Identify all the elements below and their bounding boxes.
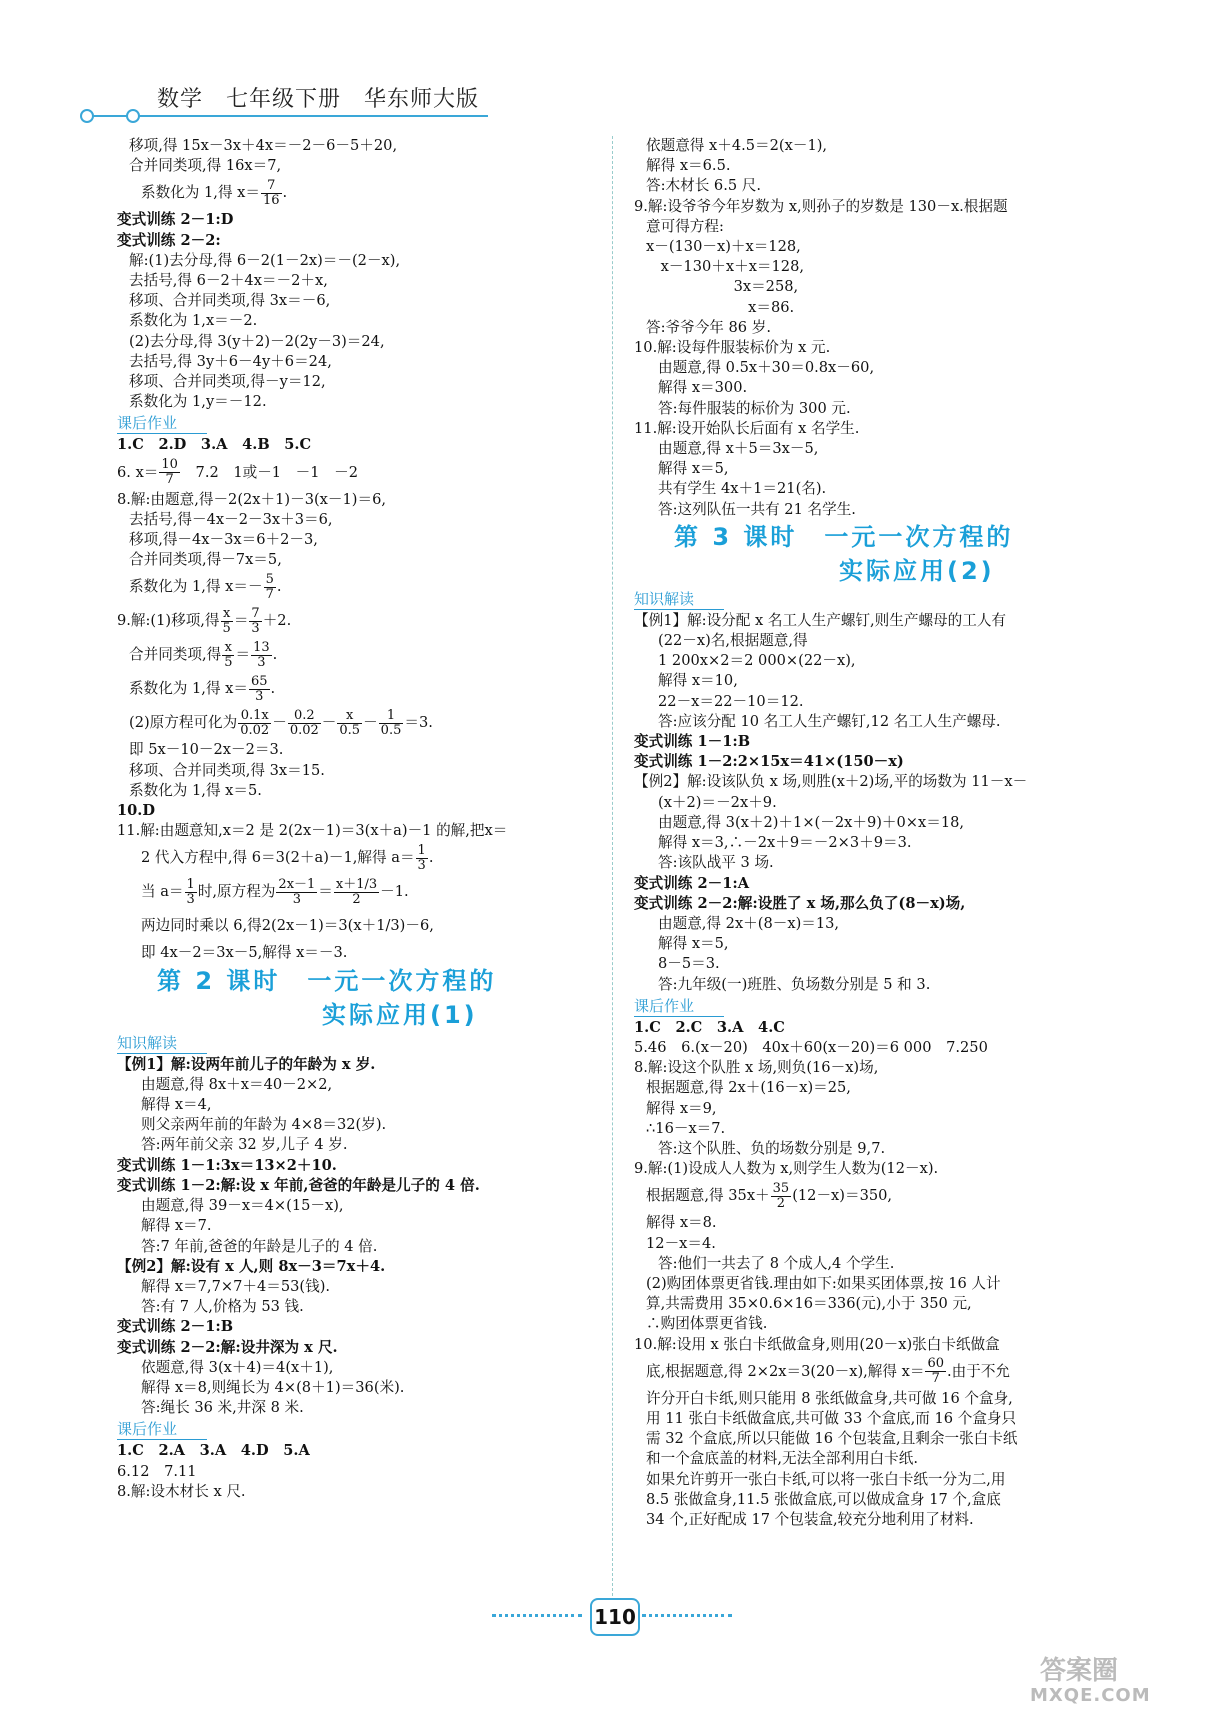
text-line: 答:应该分配 10 名工人生产螺钉,12 名工人生产螺母.: [658, 712, 1001, 730]
text-line: 系数化为 1,得 x＝ $\frac{65}{3}$ .: [129, 673, 276, 704]
text-line: 由题意,得 0.5x＋30＝0.8x－60,: [658, 359, 875, 377]
text-line: x＝86.: [646, 298, 795, 316]
text-line: x－(130－x)＋x＝128,: [646, 238, 801, 256]
page-number: 110: [590, 1598, 640, 1636]
text-line: 解得 x＝8,则绳长为 4×(8＋1)＝36(米).: [141, 1378, 405, 1396]
fraction: $\frac{1}{3}$: [186, 876, 195, 907]
text-line: 答:木材长 6.5 尺.: [646, 177, 762, 195]
text-line: (2)去分母,得 3(y＋2)－2(2y－3)＝24,: [129, 332, 385, 350]
text-line: 解得 x＝7,7×7＋4＝53(钱).: [141, 1277, 331, 1295]
text-line: 9.解:(1)设成人人数为 x,则学生人数为(12－x).: [634, 1160, 939, 1178]
text-line: 用 11 张白卡纸做盒底,共可做 33 个盒底,而 16 个盒身只: [646, 1409, 1017, 1427]
text-line: 系数化为 1,得 x＝－ $\frac{5}{7}$ .: [129, 571, 282, 602]
text-line: 5.46 6.(x－20) 40x＋60(x－20)＝6 000 7.250: [634, 1038, 988, 1056]
text-line: 去括号,得－4x－2－3x＋3＝6,: [129, 510, 333, 528]
text-line: 则父亲两年前的年龄为 4×8＝32(岁).: [141, 1116, 387, 1134]
header-rule: [88, 115, 488, 117]
header-dot-icon: [126, 109, 140, 123]
text-line: 解:(1)去分母,得 6－2(1－2x)＝－(2－x),: [129, 251, 401, 269]
fraction: $\frac{7}{16}$: [263, 177, 280, 208]
header-dot-icon: [80, 109, 94, 123]
text-line: 解得 x＝3,∴－2x＋9＝－2×3＋9＝3.: [658, 834, 912, 852]
text-line: 移项、合并同类项,得 3x＝－6,: [129, 292, 331, 310]
text-line: 1 200x×2＝2 000×(22－x),: [658, 652, 856, 670]
text-line: 答:该队战平 3 场.: [658, 854, 774, 872]
text-line: 答:爷爷今年 86 岁.: [646, 318, 771, 336]
text-line: 当 a＝ $\frac{1}{3}$ 时,原方程为 $\frac{2x-1}{3}$ ＝ $\frac{x+1/3}{2}$ －1.: [141, 876, 409, 907]
text-line: 【例1】解:设分配 x 名工人生产螺钉,则生产螺母的工人有: [634, 611, 1007, 629]
text-line: 合并同类项,得 $\frac{x}{5}$ ＝ $\frac{13}{3}$ .: [129, 639, 278, 670]
text-line: 34 个,正好配成 17 个包装盒,较充分地利用了材料.: [646, 1510, 974, 1528]
fraction: $\frac{x}{5}$: [224, 639, 233, 670]
text-line: 即 4x－2＝3x－5,解得 x＝－3.: [141, 944, 348, 962]
text-line: 变式训练 2－2:解:设胜了 x 场,那么负了(8－x)场,: [634, 894, 966, 912]
text-line: 答:这个队胜、负的场数分别是 9,7.: [658, 1139, 886, 1157]
right-column: [634, 136, 1114, 1530]
text-line: 即 5x－10－2x－2＝3.: [129, 741, 284, 759]
text-line: 由题意,得 2x＋(8－x)＝13,: [658, 914, 840, 932]
text-line: 10.D: [117, 802, 156, 820]
text-line: 解得 x＝5,: [658, 460, 729, 478]
fraction: $\frac{60}{7}$: [927, 1356, 945, 1387]
text-line: 意可得方程:: [646, 217, 724, 235]
text-line: 根据题意,得 35x＋ $\frac{35}{2}$ (12－x)＝350,: [646, 1180, 893, 1211]
text-line: 变式训练 1－1:3x＝13×2＋10.: [117, 1156, 337, 1174]
section-label: 课后作业: [117, 414, 207, 434]
fraction: $\frac{1}{0.5}$: [380, 707, 402, 738]
text-line: 答:九年级(一)班胜、负场数分别是 5 和 3.: [658, 975, 931, 993]
text-line: 许分开白卡纸,则只能用 8 张纸做盒身,共可做 16 个盒身,: [646, 1389, 1013, 1407]
text-line: 移项、合并同类项,得－y＝12,: [129, 373, 326, 391]
text-line: 系数化为 1,y＝－12.: [129, 393, 267, 411]
text-line: ∴购团体票更省钱.: [646, 1315, 768, 1333]
text-line: 变式训练 2－2:: [117, 231, 221, 249]
text-line: 11.解:设开始队长后面有 x 名学生.: [634, 419, 860, 437]
lesson-title: 第 3 课时 一元一次方程的: [674, 522, 1014, 551]
text-line: 答:绳长 36 米,井深 8 米.: [141, 1399, 304, 1417]
fraction: $\frac{7}{3}$: [251, 605, 260, 636]
text-line: ∴16－x＝7.: [646, 1119, 726, 1137]
text-line: 由题意,得 39－x＝4×(15－x),: [141, 1197, 344, 1215]
text-line: 9.解:(1)移项,得 $\frac{x}{5}$ ＝ $\frac{7}{3}$ ＋2.: [117, 605, 292, 636]
text-line: 12－x＝4.: [646, 1234, 716, 1252]
text-line: 依题意,得 3(x＋4)＝4(x＋1),: [141, 1358, 334, 1376]
text-line: 变式训练 2－2:解:设井深为 x 尺.: [117, 1338, 338, 1356]
text-line: (22－x)名,根据题意,得: [658, 632, 808, 650]
section-label: 课后作业: [634, 997, 724, 1017]
text-line: 解得 x＝6.5.: [646, 157, 731, 175]
text-line: 答:每件服装的标价为 300 元.: [658, 399, 851, 417]
text-line: (2)原方程可化为 $\frac{0.1x}{0.02}$ － $\frac{0.2}{0.02}$ － $\frac{x}{0.5}$ － $\frac{1}{0.5}$ ＝3.: [129, 707, 433, 738]
text-line: 10.解:设用 x 张白卡纸做盒身,则用(20－x)张白卡纸做盒: [634, 1335, 1000, 1353]
text-line: 去括号,得 6－2＋4x＝－2＋x,: [129, 272, 328, 290]
fraction: $\frac{35}{2}$: [772, 1180, 790, 1211]
text-line: 8－5＝3.: [658, 955, 720, 973]
text-line: 移项,得－4x－3x＝6＋2－3,: [129, 531, 318, 549]
text-line: 1.C 2.A 3.A 4.D 5.A: [117, 1442, 310, 1460]
column-divider: [612, 136, 613, 1596]
watermark-url: MXQE.COM: [1030, 1685, 1151, 1706]
text-line: 3x＝258,: [646, 278, 799, 296]
text-line: 变式训练 1－2:解:设 x 年前,爸爸的年龄是儿子的 4 倍.: [117, 1176, 480, 1194]
fraction: $\frac{65}{3}$: [251, 673, 268, 704]
running-header: 数学 七年级下册 华东师大版: [157, 87, 480, 112]
fraction: $\frac{0.1x}{0.02}$: [240, 707, 270, 738]
text-line: 6. x＝ $\frac{10}{7}$ 7.2 1或－1 －1 －2: [117, 457, 359, 488]
lesson-title: 第 2 课时 一元一次方程的: [157, 966, 497, 995]
text-line: 22－x＝22－10＝12.: [658, 692, 804, 710]
text-line: 答:两年前父亲 32 岁,儿子 4 岁.: [141, 1136, 348, 1154]
text-line: 解得 x＝9,: [646, 1099, 717, 1117]
text-line: 变式训练 2－1:A: [634, 874, 750, 892]
text-line: 由题意,得 3(x＋2)＋1×(－2x＋9)＋0×x＝18,: [658, 813, 965, 831]
text-line: 【例1】解:设两年前儿子的年龄为 x 岁.: [117, 1055, 376, 1073]
text-line: 解得 x＝10,: [658, 672, 738, 690]
text-line: 由题意,得 8x＋x＝40－2×2,: [141, 1075, 333, 1093]
text-line: 2 代入方程中,得 6＝3(2＋a)－1,解得 a＝ $\frac{1}{3}$ .: [141, 842, 434, 873]
text-line: 答:有 7 人,价格为 53 钱.: [141, 1298, 304, 1316]
text-line: 变式训练 1－1:B: [634, 733, 751, 751]
text-line: 根据题意,得 2x＋(16－x)＝25,: [646, 1079, 851, 1097]
text-line: 共有学生 4x＋1＝21(名).: [658, 480, 827, 498]
text-line: 底,根据题意,得 2×2x＝3(20－x),解得 x＝ $\frac{60}{7}$ .由于不允: [646, 1356, 1011, 1387]
fraction: $\frac{2x-1}{3}$: [278, 876, 316, 907]
text-line: 移项、合并同类项,得 3x＝15.: [129, 761, 325, 779]
text-line: 8.解:设木材长 x 尺.: [117, 1482, 246, 1500]
fraction: $\frac{0.2}{0.02}$: [289, 707, 319, 738]
text-line: 由题意,得 x＋5＝3x－5,: [658, 440, 819, 458]
text-line: 11.解:由题意知,x＝2 是 2(2x－1)＝3(x＋a)－1 的解,把x＝: [117, 822, 508, 840]
text-line: 6.12 7.11: [117, 1462, 197, 1480]
text-line: 和一个盒底盖的材料,无法全部利用白卡纸.: [646, 1450, 918, 1468]
fraction: $\frac{10}{7}$: [161, 457, 178, 488]
text-line: 9.解:设爷爷今年岁数为 x,则孙子的岁数是 130－x.根据题: [634, 197, 1008, 215]
lesson-title: 实际应用(1): [322, 1000, 478, 1029]
section-label: 知识解读: [117, 1034, 207, 1054]
text-line: 解得 x＝7.: [141, 1217, 212, 1235]
text-line: (x＋2)＝－2x＋9.: [658, 793, 777, 811]
text-line: 解得 x＝5,: [658, 935, 729, 953]
text-line: 合并同类项,得－7x＝5,: [129, 551, 282, 569]
text-line: 答:他们一共去了 8 个成人,4 个学生.: [658, 1254, 895, 1272]
text-line: 如果允许剪开一张白卡纸,可以将一张白卡纸一分为二,用: [646, 1470, 1006, 1488]
fraction: $\frac{13}{3}$: [253, 639, 270, 670]
section-label: 知识解读: [634, 590, 724, 610]
text-line: 8.解:设这个队胜 x 场,则负(16－x)场,: [634, 1059, 879, 1077]
text-line: 解得 x＝8.: [646, 1214, 717, 1232]
text-line: 合并同类项,得 16x＝7,: [129, 157, 282, 175]
text-line: x－130＋x＋x＝128,: [646, 258, 805, 276]
left-column: [117, 136, 597, 1502]
text-line: 算,共需费用 35×0.6×16＝336(元),小于 350 元,: [646, 1295, 972, 1313]
fraction: $\frac{x}{5}$: [222, 605, 231, 636]
page-number-ornament: [642, 1614, 732, 1617]
text-line: 【例2】解:设有 x 人,则 8x－3＝7x＋4.: [117, 1257, 386, 1275]
section-label: 课后作业: [117, 1420, 207, 1440]
watermark-logo: 答案圈: [1040, 1656, 1119, 1686]
page-number-ornament: [492, 1614, 582, 1617]
text-line: 答:这列队伍一共有 21 名学生.: [658, 500, 856, 518]
text-line: 系数化为 1,x＝－2.: [129, 312, 258, 330]
fraction: $\frac{x+1/3}{2}$: [335, 876, 378, 907]
text-line: 需 32 个盒底,所以只能做 16 个包装盒,且剩余一张白卡纸: [646, 1430, 1018, 1448]
text-line: 变式训练 2－1:B: [117, 1318, 234, 1336]
text-line: 解得 x＝4,: [141, 1096, 212, 1114]
text-line: 10.解:设每件服装标价为 x 元.: [634, 339, 831, 357]
fraction: $\frac{1}{3}$: [417, 842, 426, 873]
text-line: 两边同时乘以 6,得2(2x－1)＝3(x＋1/3)－6,: [141, 917, 434, 935]
text-line: 8.解:由题意,得－2(2x＋1)－3(x－1)＝6,: [117, 490, 387, 508]
text-line: 变式训练 2－1:D: [117, 211, 234, 229]
text-line: (2)购团体票更省钱.理由如下:如果买团体票,按 16 人计: [646, 1274, 1001, 1292]
text-line: 系数化为 1,得 x＝ $\frac{7}{16}$ .: [141, 177, 288, 208]
text-line: 依题意得 x＋4.5＝2(x－1),: [646, 137, 828, 154]
lesson-title: 实际应用(2): [839, 556, 995, 585]
text-line: 解得 x＝300.: [658, 379, 748, 397]
fraction: $\frac{5}{7}$: [265, 571, 274, 602]
text-line: 去括号,得 3y＋6－4y＋6＝24,: [129, 352, 332, 370]
fraction: $\frac{x}{0.5}$: [339, 707, 361, 738]
text-line: 【例2】解:设该队负 x 场,则胜(x＋2)场,平的场数为 11－x－: [634, 773, 1028, 791]
text-line: 系数化为 1,得 x＝5.: [129, 781, 262, 799]
text-line: 移项,得 15x－3x＋4x＝－2－6－5＋20,: [129, 137, 398, 154]
text-line: 8.5 张做盒身,11.5 张做盒底,可以做成盒身 17 个,盒底: [646, 1490, 1001, 1508]
text-line: 答:7 年前,爸爸的年龄是儿子的 4 倍.: [141, 1237, 378, 1255]
text-line: 1.C 2.C 3.A 4.C: [634, 1018, 785, 1036]
text-line: 变式训练 1－2:2×15x＝41×(150－x): [634, 753, 904, 771]
text-line: 1.C 2.D 3.A 4.B 5.C: [117, 436, 312, 454]
